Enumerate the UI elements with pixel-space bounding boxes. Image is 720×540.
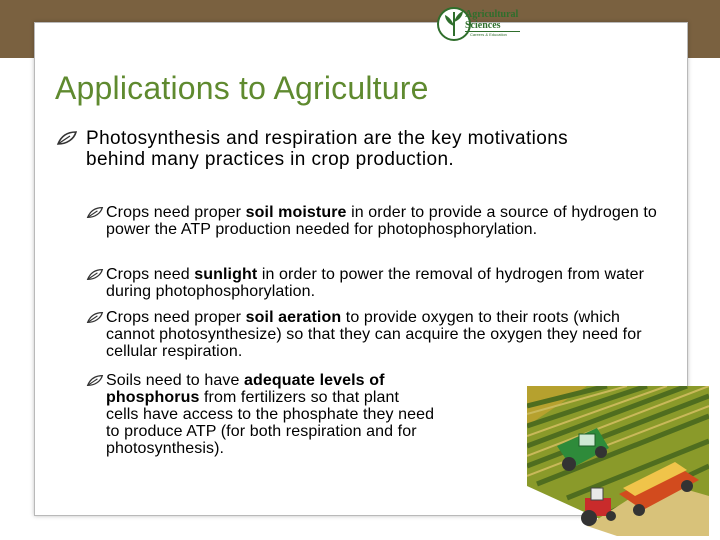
sub-bullet-text-post: to provide oxygen to their roots (which cannot photosynthesize) so that they can acquire the oxygen they need for cellular respiration. — [106, 309, 642, 360]
leaf-bullet-icon — [86, 311, 104, 324]
leaf-bullet-icon — [56, 130, 78, 146]
farm-harvest-illustration — [527, 386, 709, 536]
sub-bullet-text-pre: Crops need — [106, 266, 195, 283]
leaf-bullet-icon — [86, 206, 104, 219]
sub-bullet-text-post: in order to provide a source of hydrogen to power the ATP production needed for photophosphorylation. — [106, 204, 657, 238]
slide-title: Applications to Agriculture — [55, 70, 429, 106]
sub-bullet-text-post: from fertilizers so that plant cells have access to the phosphate they need to produce ATP (for both respiration and for photosynthesis). — [106, 389, 435, 457]
sub-bullet-emphasis: sunlight — [194, 266, 258, 283]
leaf-bullet-icon — [86, 374, 104, 387]
sub-bullet-emphasis: soil moisture — [245, 204, 347, 221]
sub-bullet-emphasis: soil aeration — [245, 309, 342, 326]
sub-bullet-phosphorus — [106, 372, 436, 457]
sub-bullet-soil-aeration — [106, 309, 671, 360]
sub-bullet-emphasis: adequate levels of phosphorus — [106, 372, 385, 406]
sub-bullet-text-pre: Crops need proper — [106, 309, 246, 326]
sub-bullet-text-pre: Soils need to have — [106, 372, 244, 389]
sub-bullet-text-post: in order to power the removal of hydrogen from water during photophosphorylation. — [106, 266, 645, 300]
sub-bullet-text-pre: Crops need proper — [106, 204, 246, 221]
sub-bullet-soil-moisture — [106, 204, 671, 238]
logo-title-line1: Agricultural — [465, 9, 519, 20]
main-bullet: Photosynthesis and respiration are the key motivations behind many practices in crop production. — [86, 128, 569, 170]
logo-title-line2: Sciences — [465, 20, 501, 31]
sub-bullet-sunlight — [106, 266, 671, 300]
logo-tagline: Careers & Education — [470, 32, 507, 37]
leaf-bullet-icon — [86, 268, 104, 281]
